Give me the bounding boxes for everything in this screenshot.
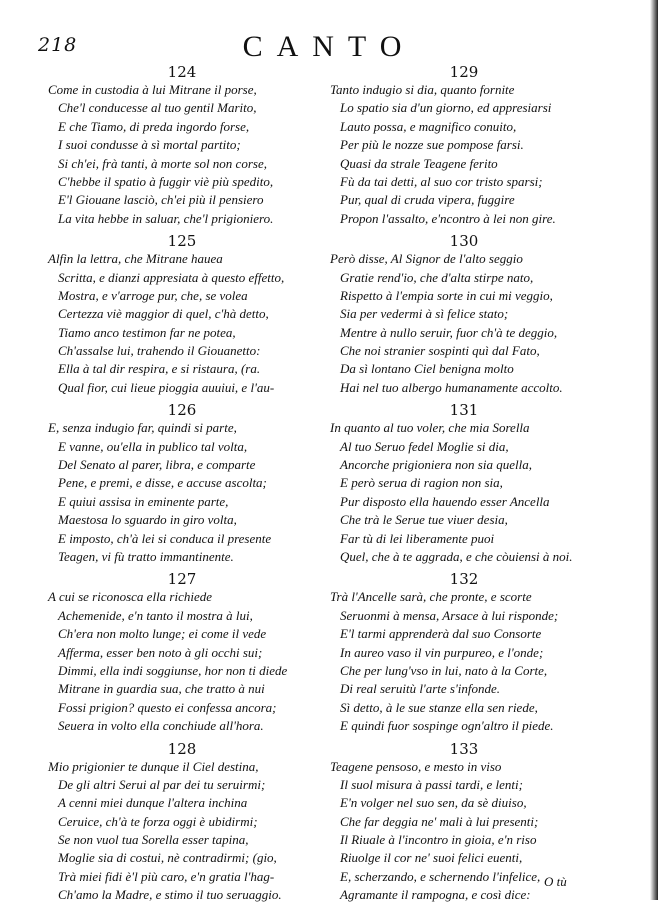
stanza bbox=[330, 571, 598, 735]
verse-line: E quiui assisa in eminente parte, bbox=[58, 493, 229, 509]
verse-line: Seruonmi à mensa, Arsace à lui risponde; bbox=[340, 607, 559, 623]
verse-line: Pene, e premi, e disse, e accuse ascolta; bbox=[58, 475, 267, 491]
verse-line: Certezza viè maggior di quel, c'hà detto, bbox=[58, 306, 269, 322]
verse-line: Riuolge il cor ne' suoi felici euenti, bbox=[340, 850, 523, 866]
verse-line: E imposto, ch'à lei si conduca il presente bbox=[58, 530, 272, 546]
verse-line: E però serua di ragion non sia, bbox=[340, 475, 503, 491]
stanza-number: 124 bbox=[167, 63, 197, 81]
right-column bbox=[330, 64, 598, 910]
stanza-number: 127 bbox=[167, 570, 197, 589]
verse-line: Mentre à nullo seruir, fuor ch'à te deggio, bbox=[340, 324, 558, 340]
verse-line: Quel, che à te aggrada, e che còuiensi à noi. bbox=[340, 548, 573, 564]
verse-line: Che far deggia ne' mali à lui presenti; bbox=[340, 813, 539, 829]
verse-line: Trà miei fidi è'l più caro, e'n gratia l'hag- bbox=[58, 868, 275, 884]
verse-line: Di real seruitù l'arte s'infonde. bbox=[340, 681, 500, 697]
verse-line: Tanto indugio si dia, quanto fornite bbox=[330, 82, 515, 97]
stanza-number: 133 bbox=[449, 739, 479, 758]
stanza-number: 129 bbox=[449, 63, 479, 81]
verse-line: Che noi stranier sospinti quì dal Fato, bbox=[340, 343, 540, 359]
verse-line: Ch'era non molto lunge; ei come il vede bbox=[58, 626, 267, 642]
verse-line: E'n volger nel suo sen, da sè diuiso, bbox=[340, 795, 527, 811]
verse-line: Ch'assalse lui, trahendo il Giouanetto: bbox=[58, 343, 261, 359]
verse-line: Rispetto à l'empia sorte in cui mi veggio, bbox=[340, 287, 553, 303]
verse-line: Del Senato al parer, libra, e comparte bbox=[58, 457, 256, 473]
verse-line: De gli altri Serui al par dei tu seruirmi; bbox=[58, 776, 266, 792]
verse-line: Che'l conducesse al tuo gentil Marito, bbox=[58, 100, 257, 116]
stanza bbox=[330, 233, 598, 397]
verse-line: Trà l'Ancelle sarà, che pronte, e scorte bbox=[330, 589, 532, 605]
verse-line: Il Riuale à l'incontro in gioia, e'n riso bbox=[340, 832, 537, 848]
verse-line: Mostra, e v'arroge pur, che, se volea bbox=[58, 287, 248, 303]
catchword: O tù bbox=[544, 874, 567, 889]
verse-line: Il suol misura à passi tardi, e lenti; bbox=[340, 776, 523, 792]
verse-line: A cenni miei dunque l'altera inchina bbox=[58, 795, 248, 811]
stanza bbox=[48, 233, 316, 397]
verse-line: Però disse, Al Signor de l'alto seggio bbox=[330, 251, 523, 267]
page-number: 218 bbox=[38, 34, 78, 56]
verse-line: Afferma, esser ben noto à gli occhi sui; bbox=[58, 644, 263, 660]
verse-line: Dimmi, ella indi soggiunse, hor non ti diede bbox=[58, 662, 288, 678]
verse-line: Da sì lontano Ciel benigna molto bbox=[340, 361, 514, 377]
stanza-number: 125 bbox=[167, 232, 197, 251]
verse-line: Mitrane in guardia sua, che tratto à nui bbox=[58, 681, 265, 697]
verse-line: In quanto al tuo voler, che mia Sorella bbox=[330, 420, 530, 436]
verse-line: Mio prigionier te dunque il Ciel destina, bbox=[48, 758, 259, 774]
verse-line: Che trà le Serue tue viuer desia, bbox=[340, 512, 508, 528]
left-column bbox=[48, 64, 316, 910]
verse-line: Pur disposto ella hauendo esser Ancella bbox=[340, 493, 550, 509]
stanza bbox=[330, 402, 598, 566]
verse-line: E che Tiamo, di preda ingordo forse, bbox=[58, 118, 250, 134]
verse-line: Agramante il rampogna, e così dice: bbox=[340, 887, 531, 903]
verse-line: Quasi da strale Teagene ferito bbox=[340, 155, 498, 171]
verse-line: Lo spatio sia d'un giorno, ed appresiarsi bbox=[340, 100, 552, 116]
verse-line: Che per lung'vso in lui, nato à la Corte, bbox=[340, 662, 548, 678]
verse-line: Alfin la lettra, che Mitrane hauea bbox=[48, 251, 223, 267]
stanza bbox=[330, 64, 598, 228]
verse-line: Ancorche prigioniera non sia quella, bbox=[340, 457, 532, 473]
verse-line: Ceruice, ch'à te forza oggi è ubidirmi; bbox=[58, 813, 258, 829]
verse-line: Fù da tai detti, al suo cor tristo sparsi; bbox=[340, 173, 543, 189]
verse-line: Sia per vedermi à sì felice stato; bbox=[340, 306, 509, 322]
verse-line: In aureo vaso il vin purpureo, e l'onde; bbox=[340, 644, 544, 660]
verse-line: Lauto possa, e magnifico conuito, bbox=[340, 118, 517, 134]
running-head: CANTO bbox=[242, 30, 416, 63]
verse-line: Moglie sia di costui, nè contradirmi; (gio, bbox=[58, 850, 277, 866]
verse-line: E, senza indugio far, quindi si parte, bbox=[48, 420, 237, 436]
verse-line: Al tuo Seruo fedel Moglie si dia, bbox=[340, 438, 509, 454]
verse-line: E'l tarmi apprenderà dal suo Consorte bbox=[340, 626, 542, 642]
stanza bbox=[48, 571, 316, 735]
verse-line: Qual fior, cui lieue pioggia auuiui, e l'au- bbox=[58, 379, 275, 395]
verse-line: Maestosa lo sguardo in giro volta, bbox=[58, 512, 237, 528]
verse-line: Pur, qual di cruda vipera, fuggire bbox=[340, 192, 515, 208]
verse-line: Far tù di lei liberamente puoi bbox=[340, 530, 495, 546]
verse-line: Sì detto, à le sue stanze ella sen riede, bbox=[340, 699, 538, 715]
verse-line: E quindi fuor sospinge ogn'altro il piede. bbox=[340, 718, 554, 734]
verse-line: Propon l'assalto, e'ncontro à lei non gire. bbox=[340, 210, 556, 226]
verse-line: Teagen, vi fù tratto immantinente. bbox=[58, 548, 234, 564]
stanza bbox=[48, 64, 316, 228]
verse-line: Come in custodia à lui Mitrane il porse, bbox=[48, 82, 257, 97]
stanza-number: 131 bbox=[449, 401, 479, 420]
verse-line: A cui se riconosca ella richiede bbox=[48, 589, 213, 605]
stanza-number: 128 bbox=[167, 739, 197, 758]
verse-line: Tiamo anco testimon far ne potea, bbox=[58, 324, 236, 340]
verse-line: Achemenide, e'n tanto il mostra à lui, bbox=[58, 607, 253, 623]
stanza-number: 130 bbox=[449, 232, 479, 251]
verse-line: E'l Giouane lasciò, ch'ei più il pensiero bbox=[58, 192, 264, 208]
verse-line: Per più le nozze sue pompose farsi. bbox=[340, 137, 524, 153]
verse-line: Scritta, e dianzi appresiata à questo effetto, bbox=[58, 269, 285, 285]
verse-line: I suoi condusse à sì mortal partito; bbox=[58, 137, 241, 153]
stanza bbox=[48, 402, 316, 566]
verse-line: E vanne, ou'ella in publico tal volta, bbox=[58, 438, 248, 454]
verse-line: Hai nel tuo albergo humanamente accolto. bbox=[340, 379, 563, 395]
stanza-number: 132 bbox=[449, 570, 479, 589]
verse-line: Se non vuol tua Sorella esser tapina, bbox=[58, 832, 249, 848]
verse-line: C'hebbe il spatio à fuggir viè più spedito, bbox=[58, 173, 274, 189]
verse-line: Fossi prigion? questo ei confessa ancora; bbox=[58, 699, 277, 715]
verse-line: Teagene pensoso, e mesto in viso bbox=[330, 758, 502, 774]
verse-line: Ella à tal dir respira, e si ristaura, (ra. bbox=[58, 361, 261, 377]
stanza-number: 126 bbox=[167, 401, 197, 420]
verse-line: E, scherzando, e schernendo l'infelice, bbox=[340, 868, 541, 884]
verse-line: Seuera in volto ella conchiude all'hora. bbox=[58, 718, 264, 734]
page-edge-shadow bbox=[650, 0, 658, 900]
stanza bbox=[48, 741, 316, 905]
verse-line: Ch'amo la Madre, e stimo il tuo seruaggio. bbox=[58, 887, 282, 903]
verse-line: Si ch'ei, frà tanti, à morte sol non corse, bbox=[58, 155, 267, 171]
verse-line: Gratie rend'io, che d'alta stirpe nato, bbox=[340, 269, 534, 285]
verse-line: La vita hebbe in saluar, che'l prigioniero. bbox=[58, 210, 274, 226]
